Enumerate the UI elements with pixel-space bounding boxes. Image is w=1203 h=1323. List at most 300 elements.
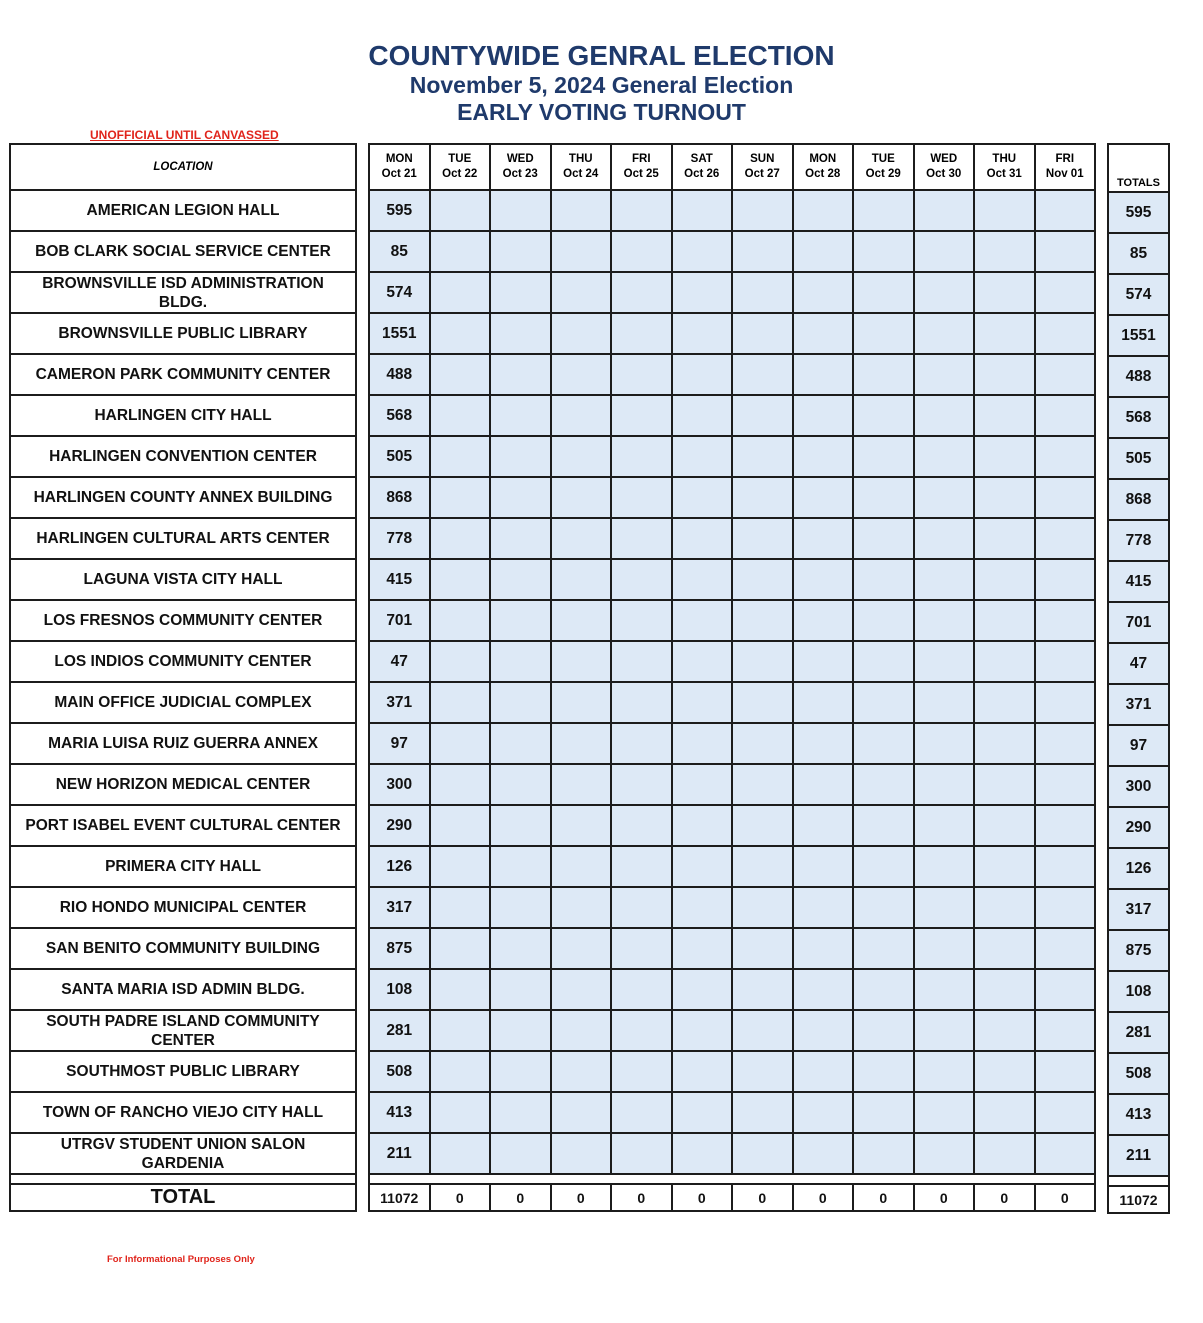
table-row xyxy=(369,354,1095,395)
location-name: HARLINGEN CONVENTION CENTER xyxy=(10,436,356,477)
location-name: MAIN OFFICE JUDICIAL COMPLEX xyxy=(10,682,356,723)
daily-count xyxy=(974,559,1035,600)
table-row xyxy=(10,969,356,1010)
day-of-week: SAT xyxy=(690,153,713,165)
day-of-week: FRI xyxy=(1055,153,1075,165)
daily-count xyxy=(853,272,914,313)
table-row xyxy=(10,1133,356,1174)
daily-count xyxy=(551,559,612,600)
table-row xyxy=(1108,479,1169,520)
location-total: 281 xyxy=(1108,1012,1169,1053)
daily-count: 488 xyxy=(369,354,430,395)
daily-count xyxy=(914,395,975,436)
daily-count xyxy=(793,272,854,313)
daily-count xyxy=(430,764,491,805)
day-of-week: TUE xyxy=(871,153,895,165)
daily-count xyxy=(1035,969,1096,1010)
daily-count xyxy=(1035,313,1096,354)
table-row xyxy=(1108,848,1169,889)
daily-count xyxy=(914,436,975,477)
table-row xyxy=(1108,1094,1169,1135)
daily-count xyxy=(672,805,733,846)
day-date: Oct 21 xyxy=(381,168,417,180)
daily-count xyxy=(672,846,733,887)
daily-count xyxy=(551,518,612,559)
daily-total: 0 xyxy=(430,1184,491,1211)
location-total: 568 xyxy=(1108,397,1169,438)
daily-count: 778 xyxy=(369,518,430,559)
location-total: 290 xyxy=(1108,807,1169,848)
table-row xyxy=(1108,192,1169,233)
daily-count xyxy=(793,231,854,272)
daily-count xyxy=(611,1133,672,1174)
table-row xyxy=(10,518,356,559)
day-header xyxy=(430,144,491,190)
daily-count: 415 xyxy=(369,559,430,600)
daily-count xyxy=(430,313,491,354)
day-header xyxy=(611,144,672,190)
location-total: 875 xyxy=(1108,930,1169,971)
daily-count xyxy=(1035,805,1096,846)
table-row xyxy=(1108,889,1169,930)
table-row xyxy=(369,682,1095,723)
daily-count xyxy=(672,764,733,805)
title-line-1: COUNTYWIDE GENRAL ELECTION xyxy=(368,40,835,71)
daily-count xyxy=(551,928,612,969)
daily-count xyxy=(430,805,491,846)
location-name: SANTA MARIA ISD ADMIN BLDG. xyxy=(10,969,356,1010)
daily-total: 0 xyxy=(732,1184,793,1211)
daily-count xyxy=(490,477,551,518)
daily-count: 875 xyxy=(369,928,430,969)
table-row xyxy=(369,477,1095,518)
daily-count xyxy=(1035,887,1096,928)
daily-count xyxy=(1035,1051,1096,1092)
daily-count xyxy=(1035,682,1096,723)
daily-total: 0 xyxy=(914,1184,975,1211)
daily-count xyxy=(853,518,914,559)
daily-count xyxy=(490,969,551,1010)
daily-count xyxy=(732,559,793,600)
daily-count xyxy=(490,641,551,682)
daily-count xyxy=(793,518,854,559)
table-row xyxy=(1108,520,1169,561)
daily-count xyxy=(853,682,914,723)
daily-count xyxy=(672,190,733,231)
daily-count xyxy=(490,764,551,805)
daily-count xyxy=(611,436,672,477)
daily-count xyxy=(551,190,612,231)
daily-total: 0 xyxy=(611,1184,672,1211)
table-row xyxy=(10,1092,356,1133)
daily-count xyxy=(490,805,551,846)
daily-count xyxy=(490,272,551,313)
daily-count xyxy=(974,969,1035,1010)
daily-count xyxy=(551,354,612,395)
daily-count: 371 xyxy=(369,682,430,723)
day-of-week: FRI xyxy=(631,153,651,165)
daily-count xyxy=(793,764,854,805)
location-total: 868 xyxy=(1108,479,1169,520)
table-row xyxy=(10,395,356,436)
day-date: Oct 22 xyxy=(442,168,478,180)
daily-count xyxy=(611,1051,672,1092)
daily-count xyxy=(551,682,612,723)
daily-turnout-table xyxy=(368,143,1096,1212)
daily-count xyxy=(914,887,975,928)
location-total: 488 xyxy=(1108,356,1169,397)
daily-count xyxy=(732,1010,793,1051)
day-of-week: WED xyxy=(930,153,958,165)
daily-count xyxy=(974,1010,1035,1051)
daily-count xyxy=(853,723,914,764)
daily-count xyxy=(853,969,914,1010)
daily-count xyxy=(732,764,793,805)
daily-count xyxy=(793,436,854,477)
daily-count xyxy=(1035,723,1096,764)
daily-count: 317 xyxy=(369,887,430,928)
daily-count xyxy=(732,231,793,272)
day-date: Oct 25 xyxy=(623,168,659,180)
location-name: PORT ISABEL EVENT CULTURAL CENTER xyxy=(10,805,356,846)
table-row xyxy=(10,846,356,887)
daily-count xyxy=(430,231,491,272)
daily-count xyxy=(611,600,672,641)
daily-count xyxy=(551,764,612,805)
daily-count xyxy=(732,518,793,559)
daily-count xyxy=(974,723,1035,764)
daily-count: 568 xyxy=(369,395,430,436)
daily-count: 85 xyxy=(369,231,430,272)
daily-count xyxy=(793,723,854,764)
daily-count xyxy=(551,969,612,1010)
table-row xyxy=(10,231,356,272)
daily-count xyxy=(430,600,491,641)
daily-count xyxy=(974,477,1035,518)
informational-note: For Informational Purposes Only xyxy=(107,1254,255,1265)
location-total: 1551 xyxy=(1108,315,1169,356)
daily-count xyxy=(914,1133,975,1174)
daily-count xyxy=(732,272,793,313)
day-date: Oct 31 xyxy=(986,168,1022,180)
location-total: 371 xyxy=(1108,684,1169,725)
table-row xyxy=(10,682,356,723)
daily-count xyxy=(430,969,491,1010)
daily-count xyxy=(974,805,1035,846)
daily-count xyxy=(914,641,975,682)
daily-count xyxy=(672,969,733,1010)
location-name: LAGUNA VISTA CITY HALL xyxy=(10,559,356,600)
daily-count xyxy=(732,1051,793,1092)
location-name: SOUTHMOST PUBLIC LIBRARY xyxy=(10,1051,356,1092)
table-row xyxy=(1108,766,1169,807)
daily-count xyxy=(551,887,612,928)
daily-count xyxy=(914,764,975,805)
daily-total: 0 xyxy=(793,1184,854,1211)
daily-count: 290 xyxy=(369,805,430,846)
daily-count xyxy=(551,723,612,764)
location-name: LOS FRESNOS COMMUNITY CENTER xyxy=(10,600,356,641)
location-total: 108 xyxy=(1108,971,1169,1012)
daily-count xyxy=(551,1092,612,1133)
day-header xyxy=(853,144,914,190)
location-name: UTRGV STUDENT UNION SALON GARDENIA xyxy=(10,1133,356,1174)
daily-count xyxy=(672,436,733,477)
daily-count xyxy=(551,846,612,887)
total-row xyxy=(369,1184,1095,1211)
daily-count xyxy=(732,1133,793,1174)
daily-count xyxy=(732,354,793,395)
daily-count xyxy=(793,1010,854,1051)
day-date: Oct 27 xyxy=(744,168,780,180)
daily-count xyxy=(974,1092,1035,1133)
location-total: 317 xyxy=(1108,889,1169,930)
daily-count xyxy=(732,846,793,887)
daily-count xyxy=(430,1092,491,1133)
daily-count xyxy=(490,436,551,477)
daily-count xyxy=(732,436,793,477)
daily-count xyxy=(1035,272,1096,313)
daily-count xyxy=(672,518,733,559)
daily-count xyxy=(490,1133,551,1174)
day-of-week: SUN xyxy=(750,153,775,165)
daily-count: 300 xyxy=(369,764,430,805)
table-row xyxy=(1108,561,1169,602)
table-row xyxy=(10,559,356,600)
table-row xyxy=(1108,684,1169,725)
daily-count xyxy=(732,395,793,436)
spacer-row xyxy=(1108,1176,1169,1186)
daily-count xyxy=(974,518,1035,559)
daily-count xyxy=(1035,928,1096,969)
location-total: 574 xyxy=(1108,274,1169,315)
daily-count xyxy=(490,1010,551,1051)
table-row xyxy=(369,231,1095,272)
daily-count xyxy=(490,928,551,969)
daily-count xyxy=(551,1133,612,1174)
daily-count xyxy=(430,641,491,682)
daily-count: 574 xyxy=(369,272,430,313)
table-row xyxy=(10,1051,356,1092)
location-name: CAMERON PARK COMMUNITY CENTER xyxy=(10,354,356,395)
title-line-2: November 5, 2024 General Election xyxy=(409,72,794,98)
day-header xyxy=(551,144,612,190)
daily-count xyxy=(1035,231,1096,272)
day-header xyxy=(1035,144,1096,190)
daily-count xyxy=(672,354,733,395)
daily-count xyxy=(611,477,672,518)
daily-count xyxy=(430,190,491,231)
location-name: NEW HORIZON MEDICAL CENTER xyxy=(10,764,356,805)
daily-count xyxy=(430,272,491,313)
daily-count xyxy=(793,1092,854,1133)
daily-count xyxy=(430,1051,491,1092)
daily-count xyxy=(732,313,793,354)
daily-count xyxy=(974,272,1035,313)
daily-count xyxy=(551,313,612,354)
daily-count xyxy=(914,477,975,518)
daily-count xyxy=(914,231,975,272)
table-row xyxy=(10,600,356,641)
daily-count: 595 xyxy=(369,190,430,231)
daily-count xyxy=(611,518,672,559)
table-row xyxy=(1108,1135,1169,1176)
table-row xyxy=(10,190,356,231)
daily-count xyxy=(672,1133,733,1174)
daily-count xyxy=(853,764,914,805)
daily-count xyxy=(611,641,672,682)
location-name: SAN BENITO COMMUNITY BUILDING xyxy=(10,928,356,969)
daily-count xyxy=(793,641,854,682)
daily-count xyxy=(732,1092,793,1133)
table-row xyxy=(1108,274,1169,315)
daily-total: 11072 xyxy=(369,1184,430,1211)
daily-count xyxy=(1035,559,1096,600)
table-row xyxy=(1108,315,1169,356)
daily-count xyxy=(551,600,612,641)
daily-count xyxy=(672,1051,733,1092)
table-row xyxy=(1108,807,1169,848)
day-date: Oct 23 xyxy=(502,168,538,180)
table-row xyxy=(369,272,1095,313)
daily-count xyxy=(732,969,793,1010)
daily-total: 0 xyxy=(551,1184,612,1211)
daily-count xyxy=(914,354,975,395)
daily-count xyxy=(853,641,914,682)
daily-count xyxy=(793,1133,854,1174)
daily-count xyxy=(974,764,1035,805)
daily-total: 0 xyxy=(490,1184,551,1211)
day-date: Nov 01 xyxy=(1045,168,1084,180)
location-total: 415 xyxy=(1108,561,1169,602)
daily-count xyxy=(974,1133,1035,1174)
daily-count xyxy=(430,436,491,477)
daily-count xyxy=(551,641,612,682)
daily-total: 0 xyxy=(853,1184,914,1211)
table-row xyxy=(369,846,1095,887)
totals-table xyxy=(1107,143,1170,1214)
table-row xyxy=(369,723,1095,764)
table-row xyxy=(10,723,356,764)
day-date: Oct 30 xyxy=(926,168,962,180)
table-row xyxy=(10,805,356,846)
daily-count xyxy=(914,805,975,846)
day-date: Oct 29 xyxy=(865,168,901,180)
unofficial-note: UNOFFICIAL UNTIL CANVASSED xyxy=(90,128,279,142)
daily-count xyxy=(672,682,733,723)
daily-count: 1551 xyxy=(369,313,430,354)
location-total: 778 xyxy=(1108,520,1169,561)
daily-count xyxy=(914,313,975,354)
daily-count: 97 xyxy=(369,723,430,764)
daily-count xyxy=(974,190,1035,231)
daily-count: 47 xyxy=(369,641,430,682)
daily-count xyxy=(1035,846,1096,887)
daily-count xyxy=(611,354,672,395)
table-row xyxy=(369,805,1095,846)
table-row xyxy=(1108,397,1169,438)
daily-count xyxy=(611,846,672,887)
daily-count xyxy=(853,1051,914,1092)
daily-count xyxy=(974,641,1035,682)
daily-count xyxy=(672,231,733,272)
table-row xyxy=(1108,930,1169,971)
table-row xyxy=(369,1010,1095,1051)
daily-count xyxy=(611,1010,672,1051)
day-header xyxy=(974,144,1035,190)
table-row xyxy=(1108,643,1169,684)
daily-count xyxy=(1035,395,1096,436)
daily-count xyxy=(490,231,551,272)
daily-count xyxy=(672,887,733,928)
daily-count: 211 xyxy=(369,1133,430,1174)
daily-count xyxy=(430,518,491,559)
daily-count xyxy=(1035,190,1096,231)
daily-count xyxy=(914,1051,975,1092)
daily-count xyxy=(551,436,612,477)
daily-count xyxy=(672,559,733,600)
daily-count xyxy=(974,395,1035,436)
daily-count xyxy=(551,1010,612,1051)
table-row xyxy=(1108,602,1169,643)
daily-count xyxy=(793,600,854,641)
day-date: Oct 24 xyxy=(563,168,599,180)
daily-count xyxy=(793,887,854,928)
daily-count xyxy=(732,641,793,682)
location-total: 211 xyxy=(1108,1135,1169,1176)
daily-count xyxy=(853,190,914,231)
daily-count xyxy=(853,477,914,518)
daily-count xyxy=(793,354,854,395)
location-name: BOB CLARK SOCIAL SERVICE CENTER xyxy=(10,231,356,272)
table-row xyxy=(369,1051,1095,1092)
daily-count xyxy=(611,682,672,723)
daily-count xyxy=(430,887,491,928)
daily-count xyxy=(853,928,914,969)
table-row xyxy=(10,477,356,518)
daily-count xyxy=(430,477,491,518)
daily-count xyxy=(551,395,612,436)
table-row xyxy=(1108,971,1169,1012)
daily-count xyxy=(672,1092,733,1133)
daily-count xyxy=(793,313,854,354)
daily-total: 0 xyxy=(974,1184,1035,1211)
daily-count xyxy=(1035,354,1096,395)
location-total: 300 xyxy=(1108,766,1169,807)
daily-count xyxy=(1035,641,1096,682)
daily-count xyxy=(430,1133,491,1174)
daily-count xyxy=(1035,436,1096,477)
daily-count xyxy=(853,846,914,887)
daily-count xyxy=(914,600,975,641)
daily-count xyxy=(732,723,793,764)
daily-count xyxy=(490,846,551,887)
daily-count xyxy=(611,723,672,764)
table-row xyxy=(369,764,1095,805)
day-header xyxy=(793,144,854,190)
day-header xyxy=(732,144,793,190)
location-total: 97 xyxy=(1108,725,1169,766)
daily-count xyxy=(611,1092,672,1133)
daily-count xyxy=(732,928,793,969)
daily-count xyxy=(551,477,612,518)
daily-count xyxy=(672,600,733,641)
location-name: TOWN OF RANCHO VIEJO CITY HALL xyxy=(10,1092,356,1133)
daily-count xyxy=(853,395,914,436)
daily-count xyxy=(430,846,491,887)
daily-count xyxy=(793,805,854,846)
table-row xyxy=(10,436,356,477)
